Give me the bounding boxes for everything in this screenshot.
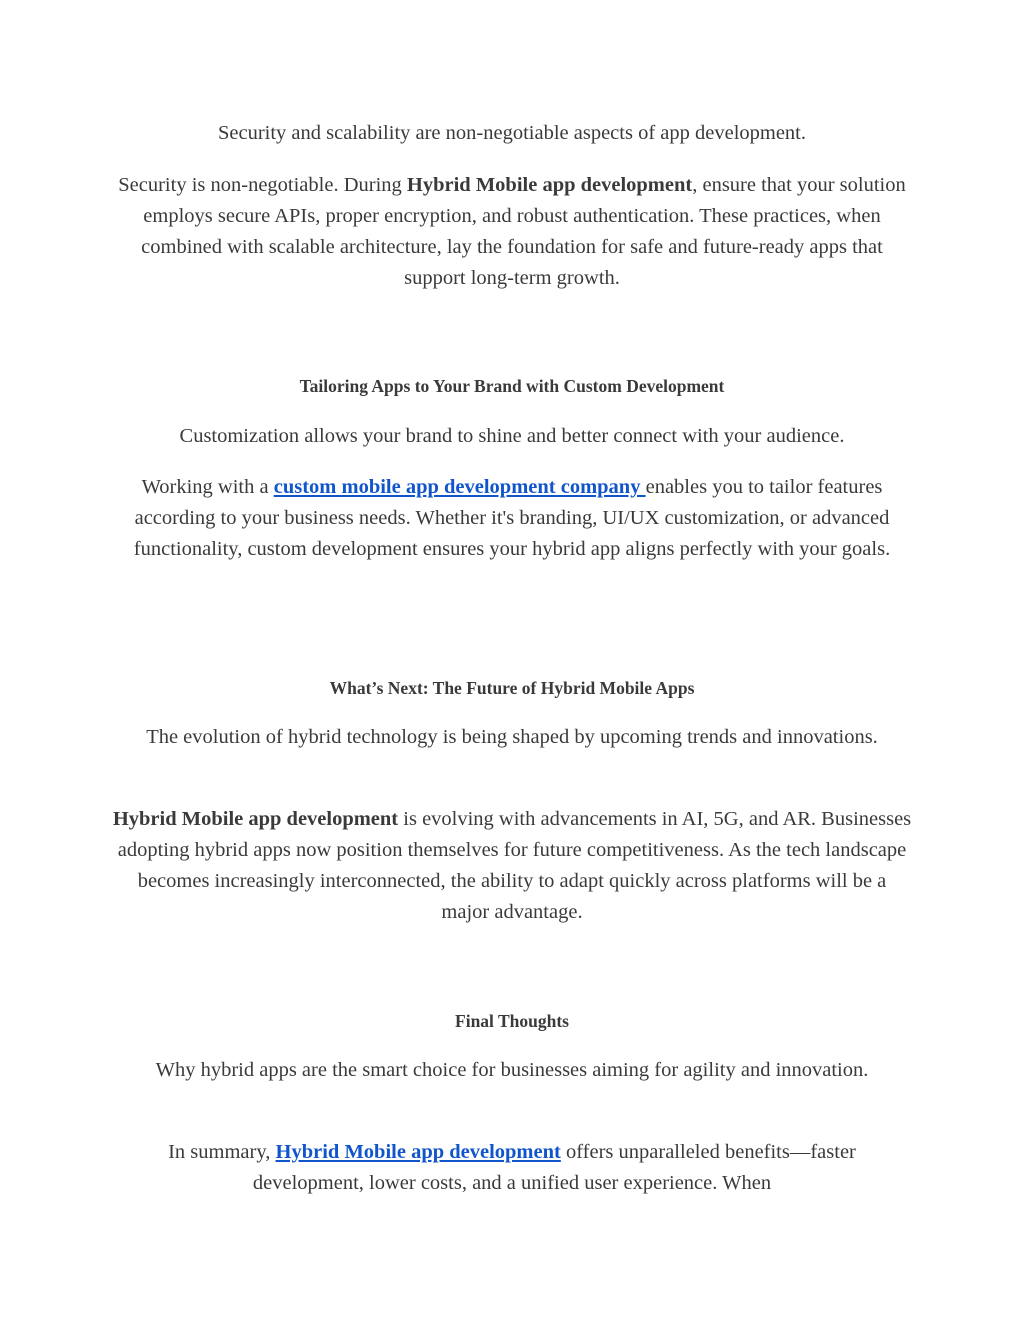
bold-keyword: Hybrid Mobile app development [112, 808, 399, 830]
section-tailoring-paragraph [112, 472, 912, 565]
bold-keyword: Hybrid Mobile app development [406, 174, 693, 196]
section-future-intro: The evolution of hybrid technology is being shaped by upcoming trends and innovations. [146, 726, 878, 748]
paragraph-text: is evolving with advancements in AI, 5G, and AR. Businesses adopting hybrid apps now position themselves for future competitiveness. As the tech landscape becomes increasingly interconnected, the ability to adapt quickly across platforms will be a major advantage. [117, 808, 912, 923]
paragraph-text: enables you to tailor features according to your business needs. Whether it's branding, UI/UX customization, or advanced functionality, custom development ensures your hybrid app aligns perfectly with your goals. [133, 476, 891, 560]
hybrid-development-link[interactable]: Hybrid Mobile app development [275, 1141, 561, 1163]
heading-final-thoughts: Final Thoughts [455, 1011, 569, 1031]
paragraph-text: In summary, [168, 1141, 276, 1163]
paragraph-text: Working with a [141, 476, 274, 498]
paragraph-text: offers unparalleled benefits—faster development, lower costs, and a unified user experience. When [252, 1141, 856, 1194]
section-tailoring-intro: Customization allows your brand to shine and better connect with your audience. [179, 425, 845, 447]
paragraph-text: , ensure that your solution employs secure APIs, proper encryption, and robust authentication. These practices, when combined with scalable architecture, lay the foundation for safe and future-ready apps that support long-term growth. [141, 174, 906, 289]
section-final-intro: Why hybrid apps are the smart choice for businesses aiming for agility and innovation. [155, 1059, 869, 1081]
section-final-paragraph [112, 1137, 912, 1199]
custom-company-link[interactable]: custom mobile app development company [273, 476, 646, 498]
paragraph-text: Security is non-negotiable. During [118, 174, 407, 196]
heading-tailoring-apps: Tailoring Apps to Your Brand with Custom Development [299, 376, 725, 396]
heading-future-hybrid: What’s Next: The Future of Hybrid Mobile Apps [329, 678, 695, 698]
section-security-intro: Security and scalability are non-negotiable aspects of app development. [217, 122, 807, 144]
section-security-paragraph [112, 170, 912, 294]
section-future-paragraph [112, 804, 912, 928]
